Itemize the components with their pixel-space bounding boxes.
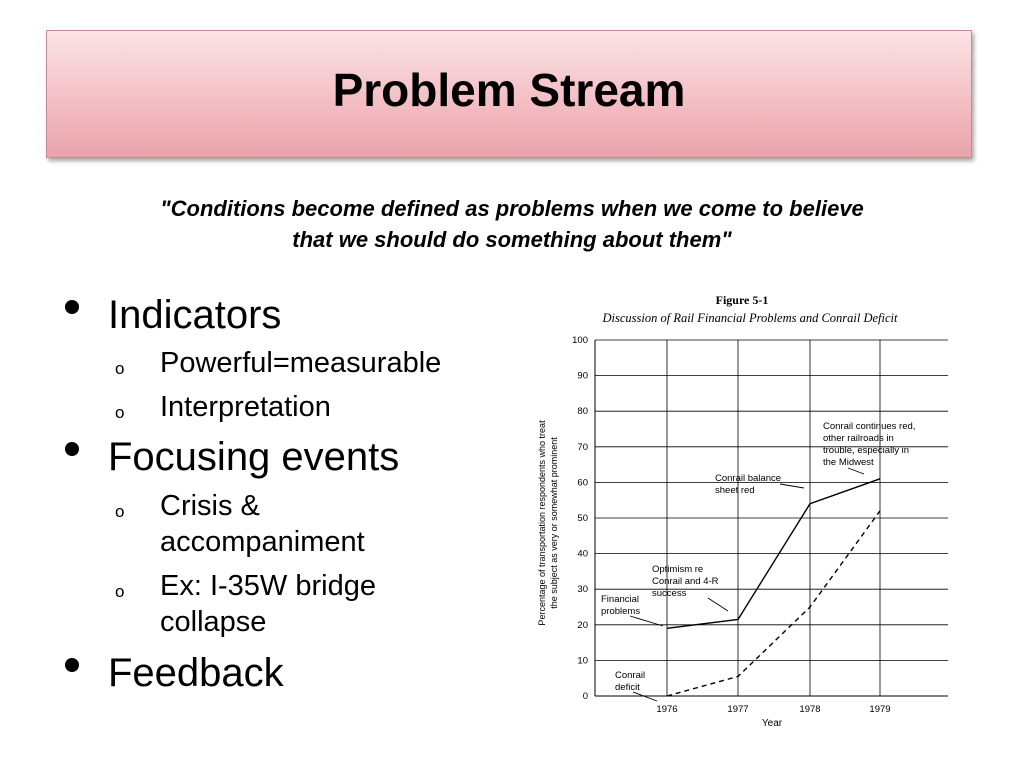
x-tick-label: 1978 <box>799 704 821 715</box>
chart-grid <box>595 340 948 696</box>
y-tick-label: 10 <box>577 655 588 667</box>
bullet-label: Feedback <box>108 651 284 695</box>
x-tick-label: 1976 <box>656 704 678 715</box>
bullet-label: Focusing events <box>108 435 400 479</box>
chart-annotations <box>601 421 915 693</box>
figure-heading: Figure 5-1 <box>715 293 769 307</box>
y-tick-label: 80 <box>577 406 588 418</box>
figure-5-1 <box>530 288 970 738</box>
sub-bullet-marker: o <box>115 359 125 378</box>
sub-bullet-marker: o <box>115 403 125 422</box>
y-axis-label-line-2: the subject as very or somewhat prominent <box>549 437 559 609</box>
annotation-conrail-deficit-1: Conrail <box>615 670 646 681</box>
sub-bullet-label: Interpretation <box>160 391 331 423</box>
y-tick-label: 60 <box>577 477 588 489</box>
y-tick-label: 100 <box>572 335 588 346</box>
slide-title: Problem Stream <box>332 64 686 116</box>
bullet-dot <box>65 442 79 456</box>
y-tick-label: 70 <box>577 441 588 453</box>
chart-series <box>667 479 880 696</box>
annotation-balance-1: Conrail balance <box>715 473 782 484</box>
y-axis-label <box>537 420 559 626</box>
series-line-conrail-deficit <box>667 511 880 696</box>
annotation-continues-1: Conrail continues red, <box>823 421 916 432</box>
pointer-optimism <box>708 598 728 611</box>
bullet-dot <box>65 658 79 672</box>
annotation-continues-4: the Midwest <box>823 457 874 468</box>
sub-bullet-label: Powerful=measurable <box>160 347 442 379</box>
y-tick-label: 0 <box>582 691 588 702</box>
pointer-balance <box>780 484 804 488</box>
y-tick-label: 30 <box>577 584 588 596</box>
annotation-optimism-1: Optimism re <box>652 564 704 575</box>
y-tick-label: 40 <box>577 548 588 560</box>
sub-bullet-label: collapse <box>160 606 267 638</box>
x-tick-label: 1979 <box>869 704 891 715</box>
pointer-continues <box>848 468 864 474</box>
line-chart <box>530 288 970 738</box>
sub-bullet-label: Ex: I-35W bridge <box>160 570 376 602</box>
annotation-optimism-2: Conrail and 4-R <box>652 576 719 587</box>
bullet-label: Indicators <box>108 293 282 337</box>
x-axis-ticks <box>656 704 890 715</box>
sub-bullet-marker: o <box>115 582 125 601</box>
figure-caption: Discussion of Rail Financial Problems and Conrail Deficit <box>602 311 898 325</box>
x-axis-label: Year <box>761 718 783 729</box>
bullet-dot <box>65 300 79 314</box>
annotation-balance-2: sheet red <box>715 485 755 496</box>
annotation-optimism-3: success <box>652 588 687 599</box>
annotation-continues-3: trouble, especially in <box>823 445 910 456</box>
annotation-conrail-deficit-2: deficit <box>615 682 640 693</box>
quote-line-1: "Conditions become defined as problems when we come to believe <box>160 196 864 221</box>
annotation-financial-1: Financial <box>601 594 640 605</box>
annotation-financial-2: problems <box>601 606 641 617</box>
sub-bullet-marker: o <box>115 502 125 521</box>
sub-bullet-label: Crisis & <box>160 490 260 522</box>
y-axis-ticks <box>572 335 588 702</box>
sub-bullet-label: accompaniment <box>160 526 365 558</box>
y-tick-label: 20 <box>577 619 588 631</box>
x-tick-label: 1977 <box>727 704 749 715</box>
y-axis-label-line-1: Percentage of transportation respondents who treat <box>537 420 547 626</box>
quote-line-2: that we should do something about them" <box>292 227 732 252</box>
y-tick-label: 90 <box>577 370 588 382</box>
y-tick-label: 50 <box>577 513 588 524</box>
annotation-continues-2: other railroads in <box>823 433 894 444</box>
